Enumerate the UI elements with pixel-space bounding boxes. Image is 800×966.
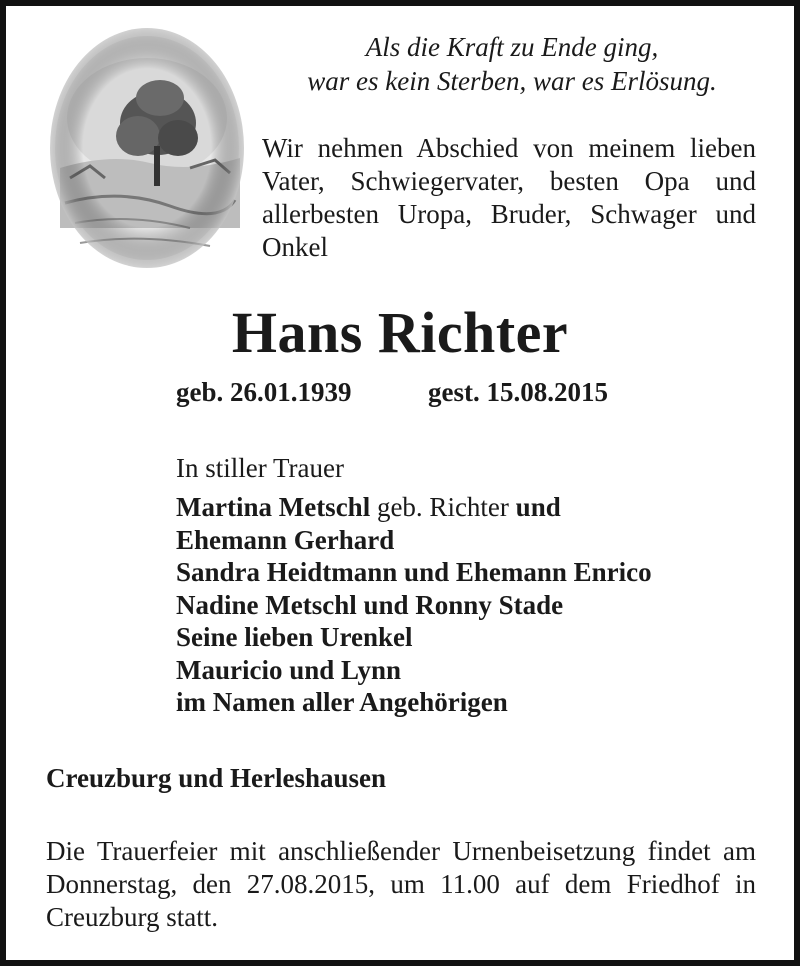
mourner-line: Mauricio und Lynn	[176, 654, 402, 685]
deceased-name: Hans Richter	[231, 300, 569, 365]
mourner-line: Ehemann Gerhard	[176, 524, 395, 555]
mourner-line: Nadine Metschl und Ronny Stade	[176, 589, 564, 620]
mourners-list	[176, 491, 652, 719]
tree-landscape-image	[50, 28, 245, 268]
quote	[262, 30, 762, 98]
place-names: Creuzburg und Herleshausen	[46, 763, 387, 793]
mourner-line: Sandra Heidtmann und Ehemann Enrico	[176, 557, 652, 587]
birth-date: geb. 26.01.1939	[176, 377, 352, 407]
quote-line: Als die Kraft zu Ende ging,	[365, 32, 659, 62]
mourner-line: Seine lieben Urenkel	[176, 622, 413, 652]
mourner-conjunction: und	[515, 492, 561, 522]
death-date: gest. 15.08.2015	[428, 377, 608, 407]
quote-line: war es kein Sterben, war es Erlösung.	[307, 66, 717, 96]
mourner-line	[176, 491, 652, 524]
mourner-name: Martina Metschl	[176, 492, 371, 522]
mourner-line: im Namen aller Angehörigen	[176, 687, 508, 717]
mourner-maiden-name: geb. Richter	[370, 492, 516, 522]
mourning-label: In stiller Trauer	[176, 453, 344, 483]
farewell-text: Wir nehmen Abschied von meinem lieben Vater, Schwiegervater, besten Opa und allerbesten Uropa, Bruder, Schwager und Onkel	[262, 133, 756, 262]
life-dates	[176, 375, 608, 409]
funeral-service-info: Die Trauerfeier mit anschließender Urnenbeisetzung findet am Donnerstag, den 27.08.2015, um 11.00 auf dem Friedhof in Creuzburg statt.	[46, 836, 756, 932]
